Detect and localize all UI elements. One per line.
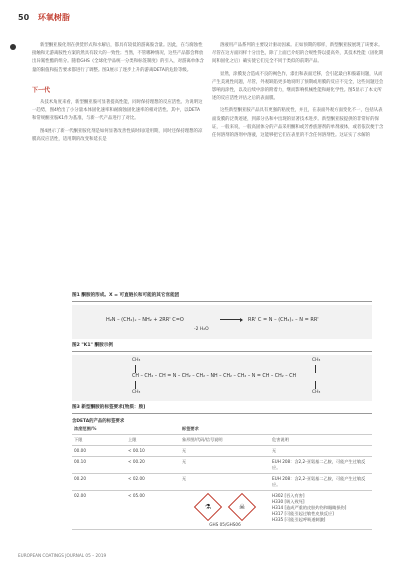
subheader: 下限 [72, 435, 126, 446]
bond-line [315, 365, 316, 373]
cell-hazard [270, 491, 372, 530]
corrosion-icon: ⚗ [194, 493, 222, 521]
page-number: 50 [18, 13, 30, 22]
figure-2-box [72, 355, 372, 401]
table-row [72, 457, 372, 474]
right-para-1: 溶液用产品系列的主要设计驱动因素。正如预期的那样，新型酮亚胺展现了该要求。尽管在这方面同样十分出色，除了上面已介绍的合规性得以提高外，其技术性能（固化期间和固化之后）确实使它们完全不同于类似的前期产品。 [212, 43, 384, 65]
table-row [72, 474, 372, 491]
figure-1-box [72, 305, 372, 339]
cell-high: < 00.10 [126, 446, 180, 457]
page-footer: EUROPEAN COATINGS JOURNAL 05 – 2019 [18, 553, 107, 558]
cell-hazard: 无 [270, 446, 372, 457]
methyl-group: CH₃ [132, 358, 141, 363]
cell-low: 00.20 [72, 474, 126, 491]
cell-high: < 05.00 [126, 491, 180, 530]
methyl-group: CH₃ [312, 390, 321, 395]
figure-3 [72, 404, 372, 530]
section-heading: 下一代 [32, 86, 51, 94]
methyl-group: CH₃ [132, 390, 141, 395]
col-header: 浓度范围/% [72, 424, 180, 435]
cell-hazard: EUH 208：含2,2-亚氨基二乙胺，可能产生过敏反应。 [270, 474, 372, 491]
left-para-1: 新型酮亚胺化剂在供货形式和水解后，都具有较低的游离胺含量。因此，在与腐蚀性接触和无游离胺性方案的然具有较大的一致性；当然，不管哪种情况，这些产品都会释放出异氰性酯的组分。随着GHS《全球化学品统一分类和标签制度》的引入，对游离单体含量的限值和报告要求都进行了调整。图3展示了逐步上升的游离DETA的危险等级。 [32, 43, 204, 73]
cell-class: 无 [180, 474, 270, 491]
left-column [32, 42, 204, 148]
table-subheader-row [72, 435, 372, 446]
subheader: 上限 [126, 435, 180, 446]
right-column [212, 42, 384, 144]
hazard-line: H335 [可能引起呼吸道刺激] [272, 517, 326, 522]
cell-class [180, 491, 270, 530]
hazard-line: H317 [可能引起过敏性皮肤反应] [272, 511, 334, 516]
methyl-group: CH₃ [312, 358, 321, 363]
section-title: 环氧树脂 [37, 13, 70, 22]
skull-icon: ☠ [228, 493, 256, 521]
cell-class: 无 [180, 457, 270, 474]
cell-high: < 02.00 [126, 474, 180, 491]
cell-low: 02.00 [72, 491, 126, 530]
hazard-line: H330 [吸入致死] [272, 499, 305, 504]
cell-high: < 00.20 [126, 457, 180, 474]
figure-1 [72, 292, 372, 339]
cell-hazard: EUH 208：含2,2-亚氨基二乙胺，可能产生过敏反应。 [270, 457, 372, 474]
label-requirements-table [72, 424, 372, 530]
col-header: 标签要求 [180, 424, 372, 435]
figure-3-caption: 图3 新型酮胺的标签要求[物质：胺] [72, 404, 372, 414]
reaction-arrow-icon [220, 319, 242, 320]
subheader: 危害说明 [270, 435, 372, 446]
cell-low: 00.10 [72, 457, 126, 474]
hazard-line: H314 [造成严重的皮肤灼伤和眼睛损伤] [272, 505, 347, 510]
bond-line [135, 381, 136, 389]
figure-1-caption: 图1 酮胺的形成。X = 可直链长和可能的其它官能团 [72, 292, 372, 302]
ghs-code: GHS 05/GHS06 [209, 522, 241, 527]
reaction-reactant: H₂N – (CH₂)ₓ – NH₂ + 2RR' C=O [106, 317, 184, 323]
cell-low: 00.00 [72, 446, 126, 457]
table-header-row [72, 424, 372, 435]
right-para-2: 显然，涂膜复合造成不良的褐色作，漆出和表面迁移，会引起最白和胺霜问题，从而产生美观性问题，尽管，外观缺陷更多地说明了预期或用膜的反应不完全，这些问题还会影响再涂性，以及后续中涂的附着力，继而影响机械性能和耐化学性。图5显示了本文所述的反应活性评估之后的表面膜。 [212, 71, 384, 102]
bond-line [315, 381, 316, 389]
ketimine-chain: CH – CH₂ – CH = N – CH₂ – CH₂ – NH – CH₂ – CH₂ – N = CH – CH₂ – CH [132, 374, 297, 379]
figure-2 [72, 342, 372, 401]
figure-2-caption: 图2 "K1" 酮胺示例 [72, 342, 372, 352]
page-header [18, 12, 70, 23]
right-para-3: 这些新型酮亚胺产品具有更强的粘度性，并且，在表面外观方面变化不一，包括从表面发膜的泛黄迹迹，到部分丛和中出现的显著技术进步。新型酮亚胺提供的非常好的保证，一般来说，一般高固体分的产品采用酮和或芳香族溶剂的单剂液体，或者依次便于含任何溶剂的溶剂中溶液，这能够把它们在表里的不含任何溶剂性。这证实了水解的 [212, 108, 384, 139]
subheader: 象形图/代码/信号说明 [180, 435, 270, 446]
bond-line [135, 365, 136, 373]
table-title: 含DETA的产品的标签要求 [72, 419, 125, 424]
hazard-line: H302 [吞入有害] [272, 493, 305, 498]
left-para-3: 图4展示了新一代酮亚胺化剂是如何显著改善性质时间/适用期，同时还保持理想的凉膜高反应活性，适用期的改变和延长是 [32, 128, 203, 142]
reaction-product: RR' C = N – (CH₂)ₓ – N = RR' [248, 317, 319, 323]
cell-class: 无 [180, 446, 270, 457]
left-para-2: 从技术角度来看，新型酮亚胺可显著提高性能，同时保持理想的反应活性。为说明这一趋势，图4给出了小分量本体固化速率和耐腐蚀固化速率的相对活性。其中，以DETA和常规酮亚胺K1作为基准，与新一代产品进行了对比。 [32, 100, 203, 122]
bullet-icon [10, 44, 16, 50]
table-row [72, 491, 372, 530]
table-row [72, 446, 372, 457]
reaction-byproduct: -2 H₂O [194, 327, 209, 332]
